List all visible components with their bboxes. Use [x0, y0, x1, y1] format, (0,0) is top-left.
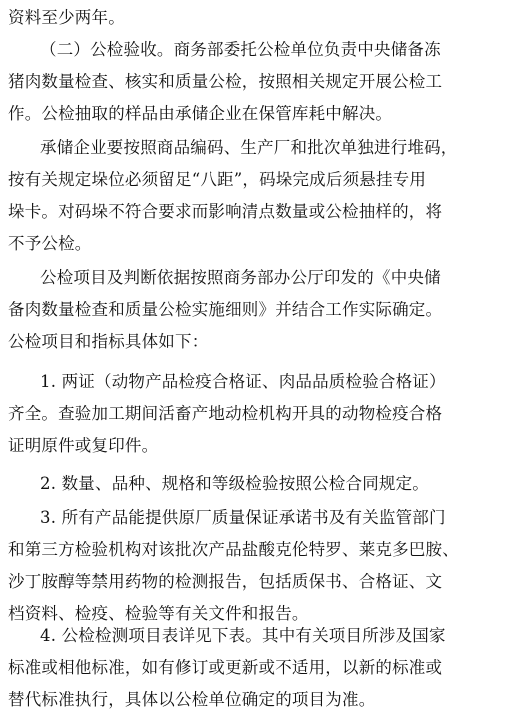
text-line: 备肉数量检查和质量公检实施细则》并结合工作实际确定。 [8, 300, 443, 319]
text-line: 按有关规定垛位必须留足“八距”，码垛完成后须悬挂专用 [8, 170, 427, 189]
text-line: 档资料、检疫、检验等有关文件和报告。 [8, 604, 309, 623]
text-line: 1. 两证（动物产品检疫合格证、肉品品质检验合格证） [40, 372, 446, 391]
text-line: （二）公检验收。商务部委托公检单位负责中央储备冻 [40, 40, 441, 59]
text-line: 4. 公检检测项目表详见下表。其中有关项目所涉及国家 [40, 626, 446, 645]
text-line: 沙丁胺醇等禁用药物的检测报告，包括质保书、合格证、文 [8, 572, 443, 591]
text-line: 资料至少两年。 [8, 8, 125, 27]
text-line: 不予公检。 [8, 234, 92, 253]
text-line: 和第三方检验机构对该批次产品盐酸克伦特罗、莱克多巴胺、 [8, 540, 459, 559]
text-line: 替代标准执行，具体以公检单位确定的项目为准。 [8, 690, 376, 709]
text-line: 公检项目及判断依据按照商务部办公厅印发的《中央储 [40, 268, 441, 287]
text-line: 3. 所有产品能提供原厂质量保证承诺书及有关监管部门 [40, 508, 446, 527]
text-line: 齐全。查验加工期间活畜产地动检机构开具的动物检疫合格 [8, 404, 443, 423]
text-line: 作。公检抽取的样品由承储企业在保管库耗中解决。 [8, 104, 393, 123]
text-line: 公检项目和指标具体如下： [8, 332, 209, 351]
text-line: 猪肉数量检查、核实和质量公检，按照相关规定开展公检工 [8, 72, 443, 91]
text-line: 垛卡。对码垛不符合要求而影响清点数量或公检抽样的，将 [8, 202, 443, 221]
text-line: 承储企业要按照商品编码、生产厂和批次单独进行堆码， [40, 138, 458, 157]
text-line: 2. 数量、品种、规格和等级检验按照公检合同规定。 [40, 474, 429, 493]
text-line: 标准或相他标准，如有修订或更新或不适用，以新的标准或 [8, 658, 443, 677]
text-line: 证明原件或复印件。 [8, 436, 159, 455]
